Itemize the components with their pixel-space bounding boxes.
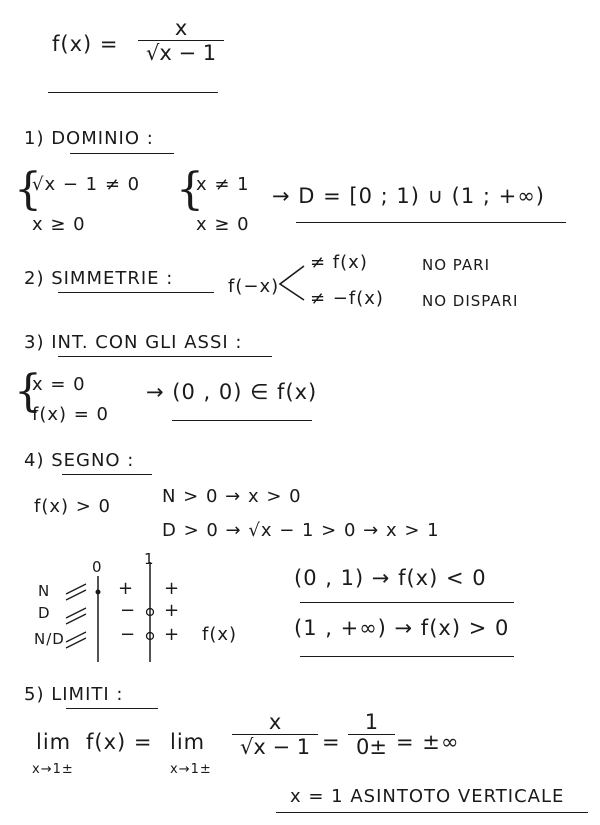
sign-result-2: (1 , +∞) → f(x) > 0 <box>294 616 510 640</box>
system-brace: { <box>14 366 42 417</box>
section-4-heading: 4) SEGNO : <box>24 450 135 471</box>
conclusion: x = 1 ASINTOTO VERTICALE <box>290 786 565 807</box>
sign-nd-1: − <box>120 624 137 645</box>
section-4-underline <box>62 474 152 475</box>
f-minus-x: f(−x) <box>228 276 280 297</box>
sign-n-2: + <box>164 578 181 599</box>
axis-result: → (0 , 0) ∈ f(x) <box>146 380 318 404</box>
numerator-sign: N > 0 → x > 0 <box>162 486 302 507</box>
function-lhs: f(x) = <box>52 32 119 56</box>
sign-d-1: − <box>120 600 137 621</box>
row-label-n: N <box>38 582 51 600</box>
tick-1: 1 <box>144 550 155 568</box>
limit-result-fraction <box>348 710 395 759</box>
sign-chart <box>30 550 260 668</box>
domain-condition-1: √x − 1 ≠ 0 <box>32 174 141 195</box>
domain-result-underline <box>296 222 566 223</box>
limit-sub-2: x→1± <box>170 762 212 777</box>
symmetry-line-2: ≠ −f(x) <box>310 288 384 309</box>
domain-condition-2: x ≥ 0 <box>32 214 86 235</box>
function-numerator: x <box>174 16 188 40</box>
sign-nd-2: + <box>164 624 181 645</box>
limit-lim-1: lim <box>36 730 72 754</box>
section-3-underline <box>58 356 272 357</box>
denominator-sign: D > 0 → √x − 1 > 0 → x > 1 <box>162 520 440 541</box>
section-2-underline <box>58 292 214 293</box>
axis-result-underline <box>172 420 312 421</box>
domain-condition-3: x ≠ 1 <box>196 174 250 195</box>
limit-lim-2: lim <box>170 730 206 754</box>
section-1-heading: 1) DOMINIO : <box>24 128 154 149</box>
row-label-d: D <box>38 604 51 622</box>
section-1-underline <box>70 153 174 154</box>
limit-sub-1: x→1± <box>32 762 74 777</box>
section-2-heading: 2) SIMMETRIE : <box>24 268 174 289</box>
conclusion-underline <box>276 812 588 813</box>
sign-result-1: (0 , 1) → f(x) < 0 <box>294 566 487 590</box>
branch-angle <box>276 262 306 304</box>
limit-equals: = <box>322 730 341 754</box>
sign-d-2: + <box>164 600 181 621</box>
sign-condition: f(x) > 0 <box>34 496 112 517</box>
limit-denominator: √x − 1 <box>232 734 318 759</box>
section-5-heading: 5) LIMITI : <box>24 684 124 705</box>
limit-fraction <box>232 710 318 759</box>
tick-0: 0 <box>92 558 103 576</box>
axis-condition-2: f(x) = 0 <box>32 404 110 425</box>
function-fraction <box>138 16 224 65</box>
limit-result-denominator: 0± <box>348 734 395 759</box>
limit-result: = ±∞ <box>396 730 460 754</box>
axis-condition-1: x = 0 <box>32 374 86 395</box>
symmetry-line-1: ≠ f(x) <box>310 252 368 273</box>
sign-result-1-underline <box>300 602 514 603</box>
sign-chart-fx: f(x) <box>202 624 238 645</box>
limit-fx: f(x) = <box>86 730 153 754</box>
symmetry-note-2: NO DISPARI <box>422 292 519 310</box>
sign-result-2-underline <box>300 656 514 657</box>
system-brace: { <box>14 164 42 215</box>
system-brace: { <box>176 164 204 215</box>
limit-result-numerator: 1 <box>364 710 379 734</box>
section-3-heading: 3) INT. CON GLI ASSI : <box>24 332 243 353</box>
domain-condition-4: x ≥ 0 <box>196 214 250 235</box>
symmetry-note-1: NO PARI <box>422 256 490 274</box>
row-label-nd: N/D <box>34 630 65 648</box>
section-5-underline <box>66 708 158 709</box>
domain-result: → D = [0 ; 1) ∪ (1 ; +∞) <box>272 184 545 208</box>
sign-chart-lines <box>30 558 260 668</box>
function-denominator: √x − 1 <box>138 40 224 65</box>
sign-n-1: + <box>118 578 135 599</box>
limit-numerator: x <box>268 710 282 734</box>
title-underline <box>48 92 218 93</box>
